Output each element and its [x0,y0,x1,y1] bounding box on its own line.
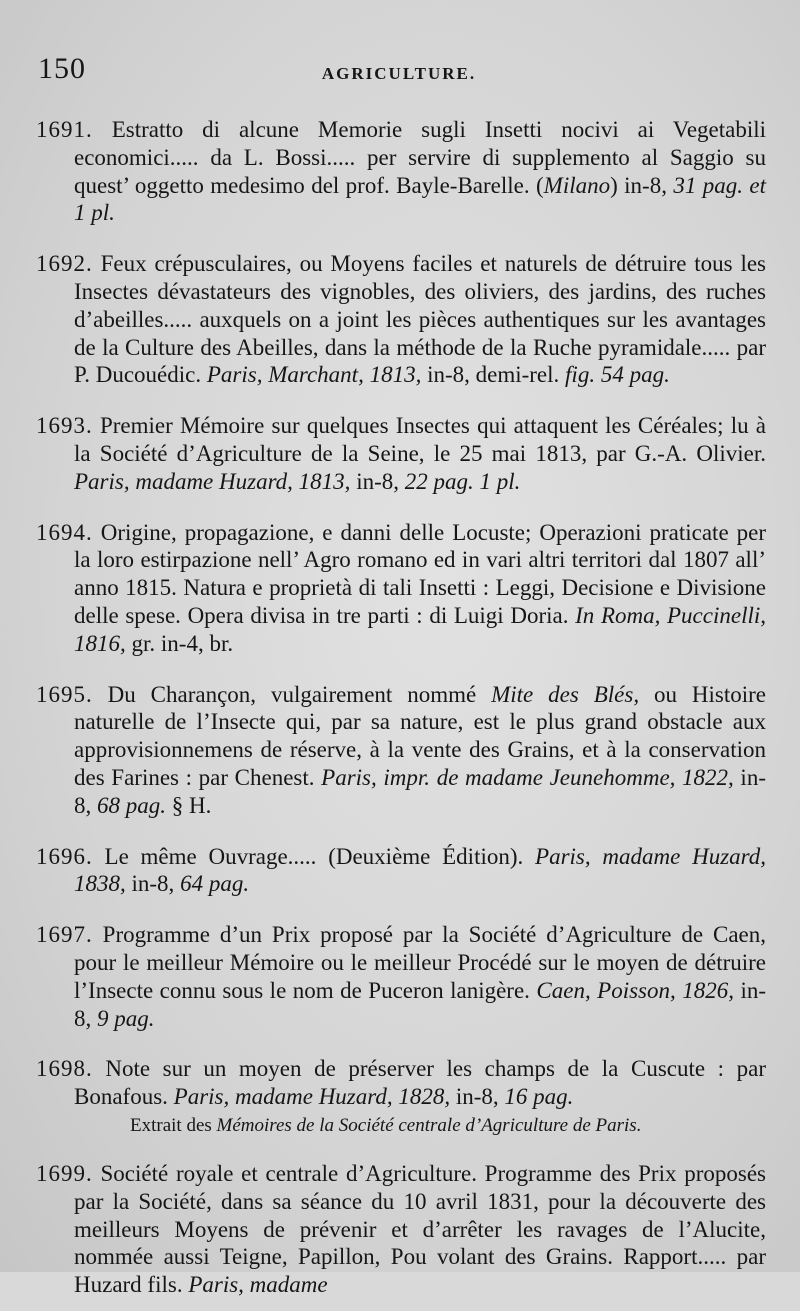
entry-text: in-8, [125,871,181,897]
note-italic: Mémoires de la Société centrale d’Agriculture de Paris. [216,1114,642,1136]
entry-1693 [36,412,766,495]
note-text: Extrait des [130,1114,217,1136]
entry-italic: Paris, madame Huzard, 1838, [74,843,766,897]
entry-italic: Paris, madame Huzard, 1813, [74,468,351,494]
entry-number: 1691. [36,117,93,142]
entry-1696 [36,843,766,899]
entry-text: Note sur un moyen de préserver les champs de la Cuscute : par Bonafous. [74,1056,767,1110]
entry-italic: 64 pag. [180,871,250,897]
entry-text: Premier Mémoire sur quelques Insectes qui attaquent les Céréales; lu à la Société d’Agriculture de la Seine, le 25 mai 1813, par G.-A. Olivier. [74,413,766,466]
entry-italic: Paris, impr. de madame Jeunehomme, 1822, [321,764,734,790]
entry-text: Le même Ouvrage..... (Deuxième Édition). [104,843,536,869]
entry-number: 1697. [36,922,93,948]
entry-italic: Caen, Poisson, 1826, [536,977,734,1003]
entry-number: 1695. [36,681,93,707]
entry-number: 1694. [36,519,93,545]
entry-italic: 31 pag. et 1 pl. [74,172,766,226]
running-title: AGRICULTURE. [321,64,477,83]
entry-italic: Paris, madame [188,1272,328,1298]
entry-italic: fig. 54 pag. [565,362,670,388]
entry-italic: 22 pag. 1 pl. [404,468,521,494]
page-number: 150 [38,52,86,85]
entry-number: 1696. [36,843,93,869]
entry-number: 1698. [36,1056,93,1082]
entry-1692 [36,250,766,389]
entry-text: in-8, [74,977,766,1031]
entry-1694 [36,519,766,658]
entry-text: Programme d’un Prix proposé par la Société d’Agriculture de Caen, pour le meilleur Mémoire ou le meilleur Procédé sur le moyen de détruire l’Insecte connu sous le nom de Puceron lanigère. [74,922,766,1003]
entry-text: in-8, [74,764,766,818]
entry-italic: Paris, madame Huzard, 1828, [173,1084,451,1110]
entry-1699 [36,1160,766,1299]
entry-italic: 68 pag. [97,792,166,818]
entry-text: Estratto di alcune Memorie sugli Insetti nocivi ai Vegetabili economici..... da L. Bossi..... per servire di supplemento al Saggio su quest’ oggetto medesimo del prof. Bayle-Barelle. ( [74,117,767,198]
entry-text: ou Histoire naturelle de l’Insecte qui, par sa nature, est le plus grand obstacle aux approvisionnemens de réserve, à la vente des Grains, et à la conservation des Farines : par Chenest. [74,681,766,790]
entry-text: gr. in-4, br. [125,630,234,656]
entry-text: § H. [166,792,212,818]
entry-italic: 9 pag. [97,1005,155,1031]
entry-text: Société royale et centrale d’Agriculture. Programme des Prix proposés par la Société, dans sa séance du 10 avril 1831, pour la découverte des meilleurs Moyens de prévenir et d’arrêter les ravages de l’Alucite, nommée aussi Teigne, Papillon, Pou volant des Grains. Rapport..... par Huzard fils. [74,1160,766,1298]
entry-1697 [36,921,766,1032]
page-header [38,52,760,92]
entry-number: 1699. [36,1160,93,1186]
entry-text: in-8, [450,1084,505,1110]
entry-1695 [36,681,766,820]
entry-italic: 16 pag. [504,1084,574,1110]
entry-text: Du Charançon, vulgairement nommé [107,681,492,707]
entry-italic: Milano [543,172,611,198]
entry-text: in-8, demi-rel. [421,362,566,388]
entry-text: Origine, propagazione, e danni delle Locuste; Operazioni praticate per la loro estirpazione nell’ Agro romano ed in vari altri territori dal 1807 all’ anno 1815. Natura e proprietà di tali Insetti : Leggi, Decisione e Divisione delle spese. Opera divisa in tre parti : di Luigi Doria. [74,519,766,628]
entry-number: 1692. [36,251,93,277]
entry-1698 [36,1055,766,1111]
entry-1698-note [36,1115,766,1137]
entry-italic: In Roma, Puccinelli, 1816, [74,602,766,656]
entry-1691 [36,116,766,227]
bibliography-list [36,93,766,1311]
entry-text: ) in-8, [610,172,674,198]
entry-text: Feux crépusculaires, ou Moyens faciles et naturels de détruire tous les Insectes dévastateurs des vignobles, des oliviers, des jardins, des ruches d’abeilles..... auxquels on a joint les pièces authentiques sur les avantages de la Culture des Abeilles, dans la méthode de la Ruche pyramidale..... par P. Ducouédic. [74,251,766,388]
entry-text: in-8, [350,468,405,494]
entry-number: 1693. [36,413,93,439]
entry-italic: Mite des Blés, [491,681,640,707]
entry-italic: Paris, Marchant, 1813, [206,362,422,388]
